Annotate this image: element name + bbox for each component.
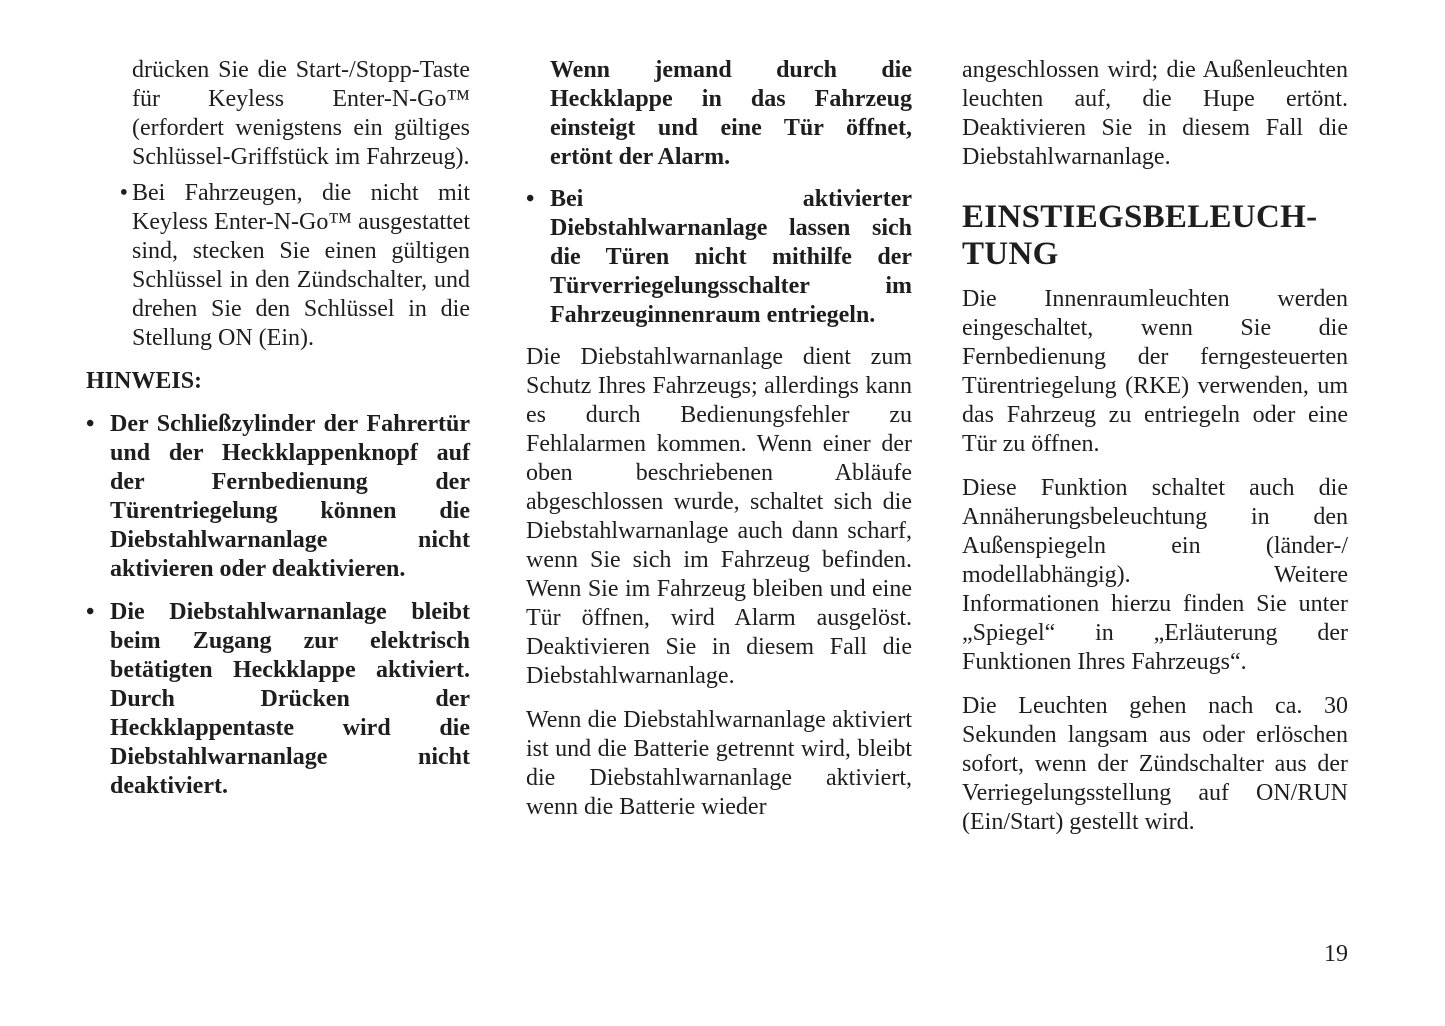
continued-bullet-text: Wenn jemand durch die Heckklappe in das Fahrzeug einsteigt und eine Tür öffnet, ertönt der Alarm. [550,57,912,170]
note-label: HINWEIS: [86,368,203,394]
body-paragraph: Die Innenraumleuchten werden eingeschaltet, wenn Sie die Fernbedienung der ferngesteuerten Türentriegelung (RKE) verwenden, um das Fahrzeug zu entriegeln oder eine Tür zu öffnen. [962,286,1348,457]
bullet-item [526,185,912,330]
sub-bullet-item [86,179,470,353]
body-paragraph: Die Diebstahlwarnanlage dient zum Schutz Ihres Fahrzeugs; allerdings kann es durch Bedienungsfehler zu Fehlalarmen kommen. Wenn einer der oben beschriebenen Abläufe abgeschlossen wurde, schaltet sich die Diebstahlwarnanlage auch dann scharf, wenn Sie sich im Fahrzeug befinden. Wenn Sie im Fahrzeug bleiben und eine Tür öffnen, wird Alarm ausgelöst. Deaktivieren Sie in diesem Fall die Diebstahlwarnanlage. [526,344,912,689]
section-heading-line-2: TUNG [962,236,1059,272]
note-bullet-text: Die Diebstahlwarnanlage bleibt beim Zugang zur elektrisch betätigten Heckklappe aktiviert. Durch Drücken der Heckklappentaste wird die Diebstahlwarnanlage nicht deaktiviert. [110,599,470,799]
page-number: 19 [1324,941,1348,967]
bullet-icon: • [86,411,95,437]
sub-bullet-text: Bei Fahrzeugen, die nicht mit Keyless Enter-N-Go™ ausgestattet sind, stecken Sie einen gültigen Schlüssel in den Zündschalter, und drehen Sie den Schlüssel in die Stellung ON (Ein). [132,180,470,351]
column-1 [86,56,470,801]
bullet-icon: • [526,186,535,212]
column-3 [962,56,1348,837]
section-heading-line-1: EINSTIEGSBELEUCH- [962,199,1318,235]
note-bullet-item [86,598,470,801]
continued-sub-bullet-text: drücken Sie die Start-/Stopp-Taste für Keyless Enter-N-Go™ (erfordert wenigstens ein gültiges Schlüssel-Griffstück im Fahrzeug). [132,57,470,170]
body-paragraph: Die Leuchten gehen nach ca. 30 Sekunden langsam aus oder erlöschen sofort, wenn der Zündschalter aus der Verriegelungsstellung auf ON/RUN (Ein/Start) gestellt wird. [962,693,1348,835]
bullet-icon: • [86,599,95,625]
note-bullet-item [86,410,470,584]
body-paragraph: Wenn die Diebstahlwarnanlage aktiviert ist und die Batterie getrennt wird, bleibt die Diebstahlwarnanlage aktiviert, wenn die Batterie wieder [526,707,912,820]
column-2 [526,56,912,822]
section-heading [962,199,1348,273]
body-paragraph: Diese Funktion schaltet auch die Annäherungsbeleuchtung in den Außenspiegeln ein (länder-/ modellabhängig). Weitere Informationen hierzu finden Sie unter „Spiegel“ in „Erläuterung der Funktionen Ihres Fahrzeugs“. [962,475,1348,675]
continued-paragraph: angeschlossen wird; die Außenleuchten leuchten auf, die Hupe ertönt. Deaktivieren Sie in diesem Fall die Diebstahlwarnanlage. [962,57,1348,170]
bullet-icon: • [119,180,128,206]
bullet-text: Bei aktivierter Diebstahlwarnanlage lassen sich die Türen nicht mithilfe der Türverriegelungsschalter im Fahrzeuginnenraum entriegeln. [550,186,912,328]
note-bullet-text: Der Schließzylinder der Fahrertür und der Heckklappenknopf auf der Fernbedienung der Türentriegelung können die Diebstahlwarnanlage nicht aktivieren oder deaktivieren. [110,411,470,582]
